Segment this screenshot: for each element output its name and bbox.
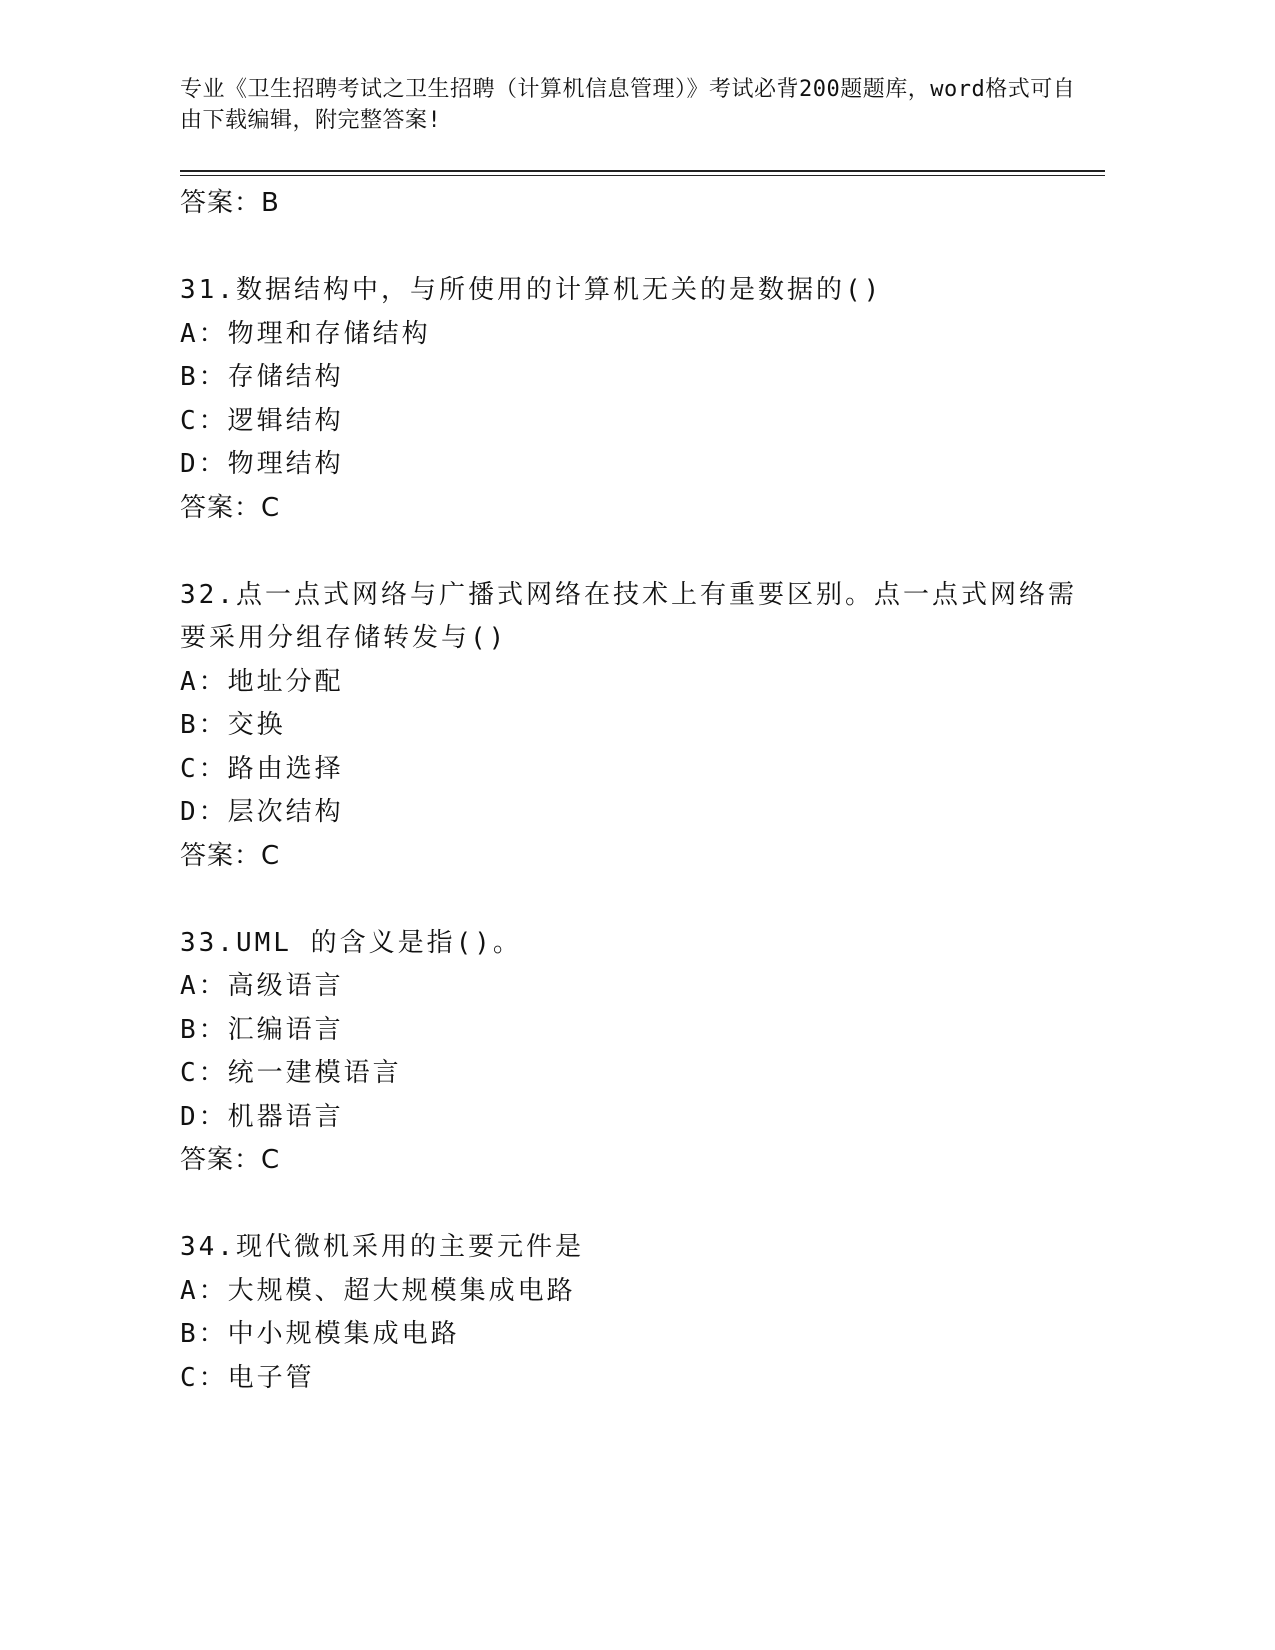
answer-line: 答案：C: [180, 492, 281, 523]
option-d: D：物理结构: [180, 449, 344, 479]
option-a: A：物理和存储结构: [180, 318, 431, 349]
option-b: B：存储结构: [180, 362, 344, 392]
answer-line: 答案：B: [180, 188, 280, 218]
option-a: A：地址分配: [180, 666, 344, 697]
question-list: [180, 182, 1100, 1400]
option-b: B：中小规模集成电路: [180, 1319, 460, 1349]
header-rule-thin: [180, 175, 1105, 176]
option-d: D：机器语言: [180, 1101, 344, 1132]
option-c: C：逻辑结构: [180, 405, 344, 436]
question-text: 31.数据结构中，与所使用的计算机无关的是数据的(): [180, 275, 883, 305]
option-a: A：高级语言: [180, 971, 344, 1001]
question-text: 32.点一点式网络与广播式网络在技术上有重要区别。点一点式网络需: [180, 579, 1077, 610]
header-rule: [180, 170, 1105, 172]
option-b: B：交换: [180, 710, 286, 740]
option-a: A：大规模、超大规模集成电路: [180, 1275, 576, 1306]
option-d: D：层次结构: [180, 797, 344, 827]
option-c: C：路由选择: [180, 753, 344, 784]
question-text: 33.UML 的含义是指()。: [180, 927, 522, 958]
answer-line: 答案：C: [180, 1145, 281, 1175]
question-text: 34.现代微机采用的主要元件是: [180, 1232, 584, 1262]
option-c: C：电子管: [180, 1362, 315, 1393]
question-text-continued: 要采用分组存储转发与(): [180, 623, 508, 653]
answer-line: 答案：C: [180, 840, 281, 871]
option-c: C：统一建模语言: [180, 1058, 402, 1088]
option-b: B：汇编语言: [180, 1014, 344, 1045]
document-header: 专业《卫生招聘考试之卫生招聘（计算机信息管理）》考试必背200题题库，word格式可自由下载编辑，附完整答案!: [180, 77, 1076, 133]
